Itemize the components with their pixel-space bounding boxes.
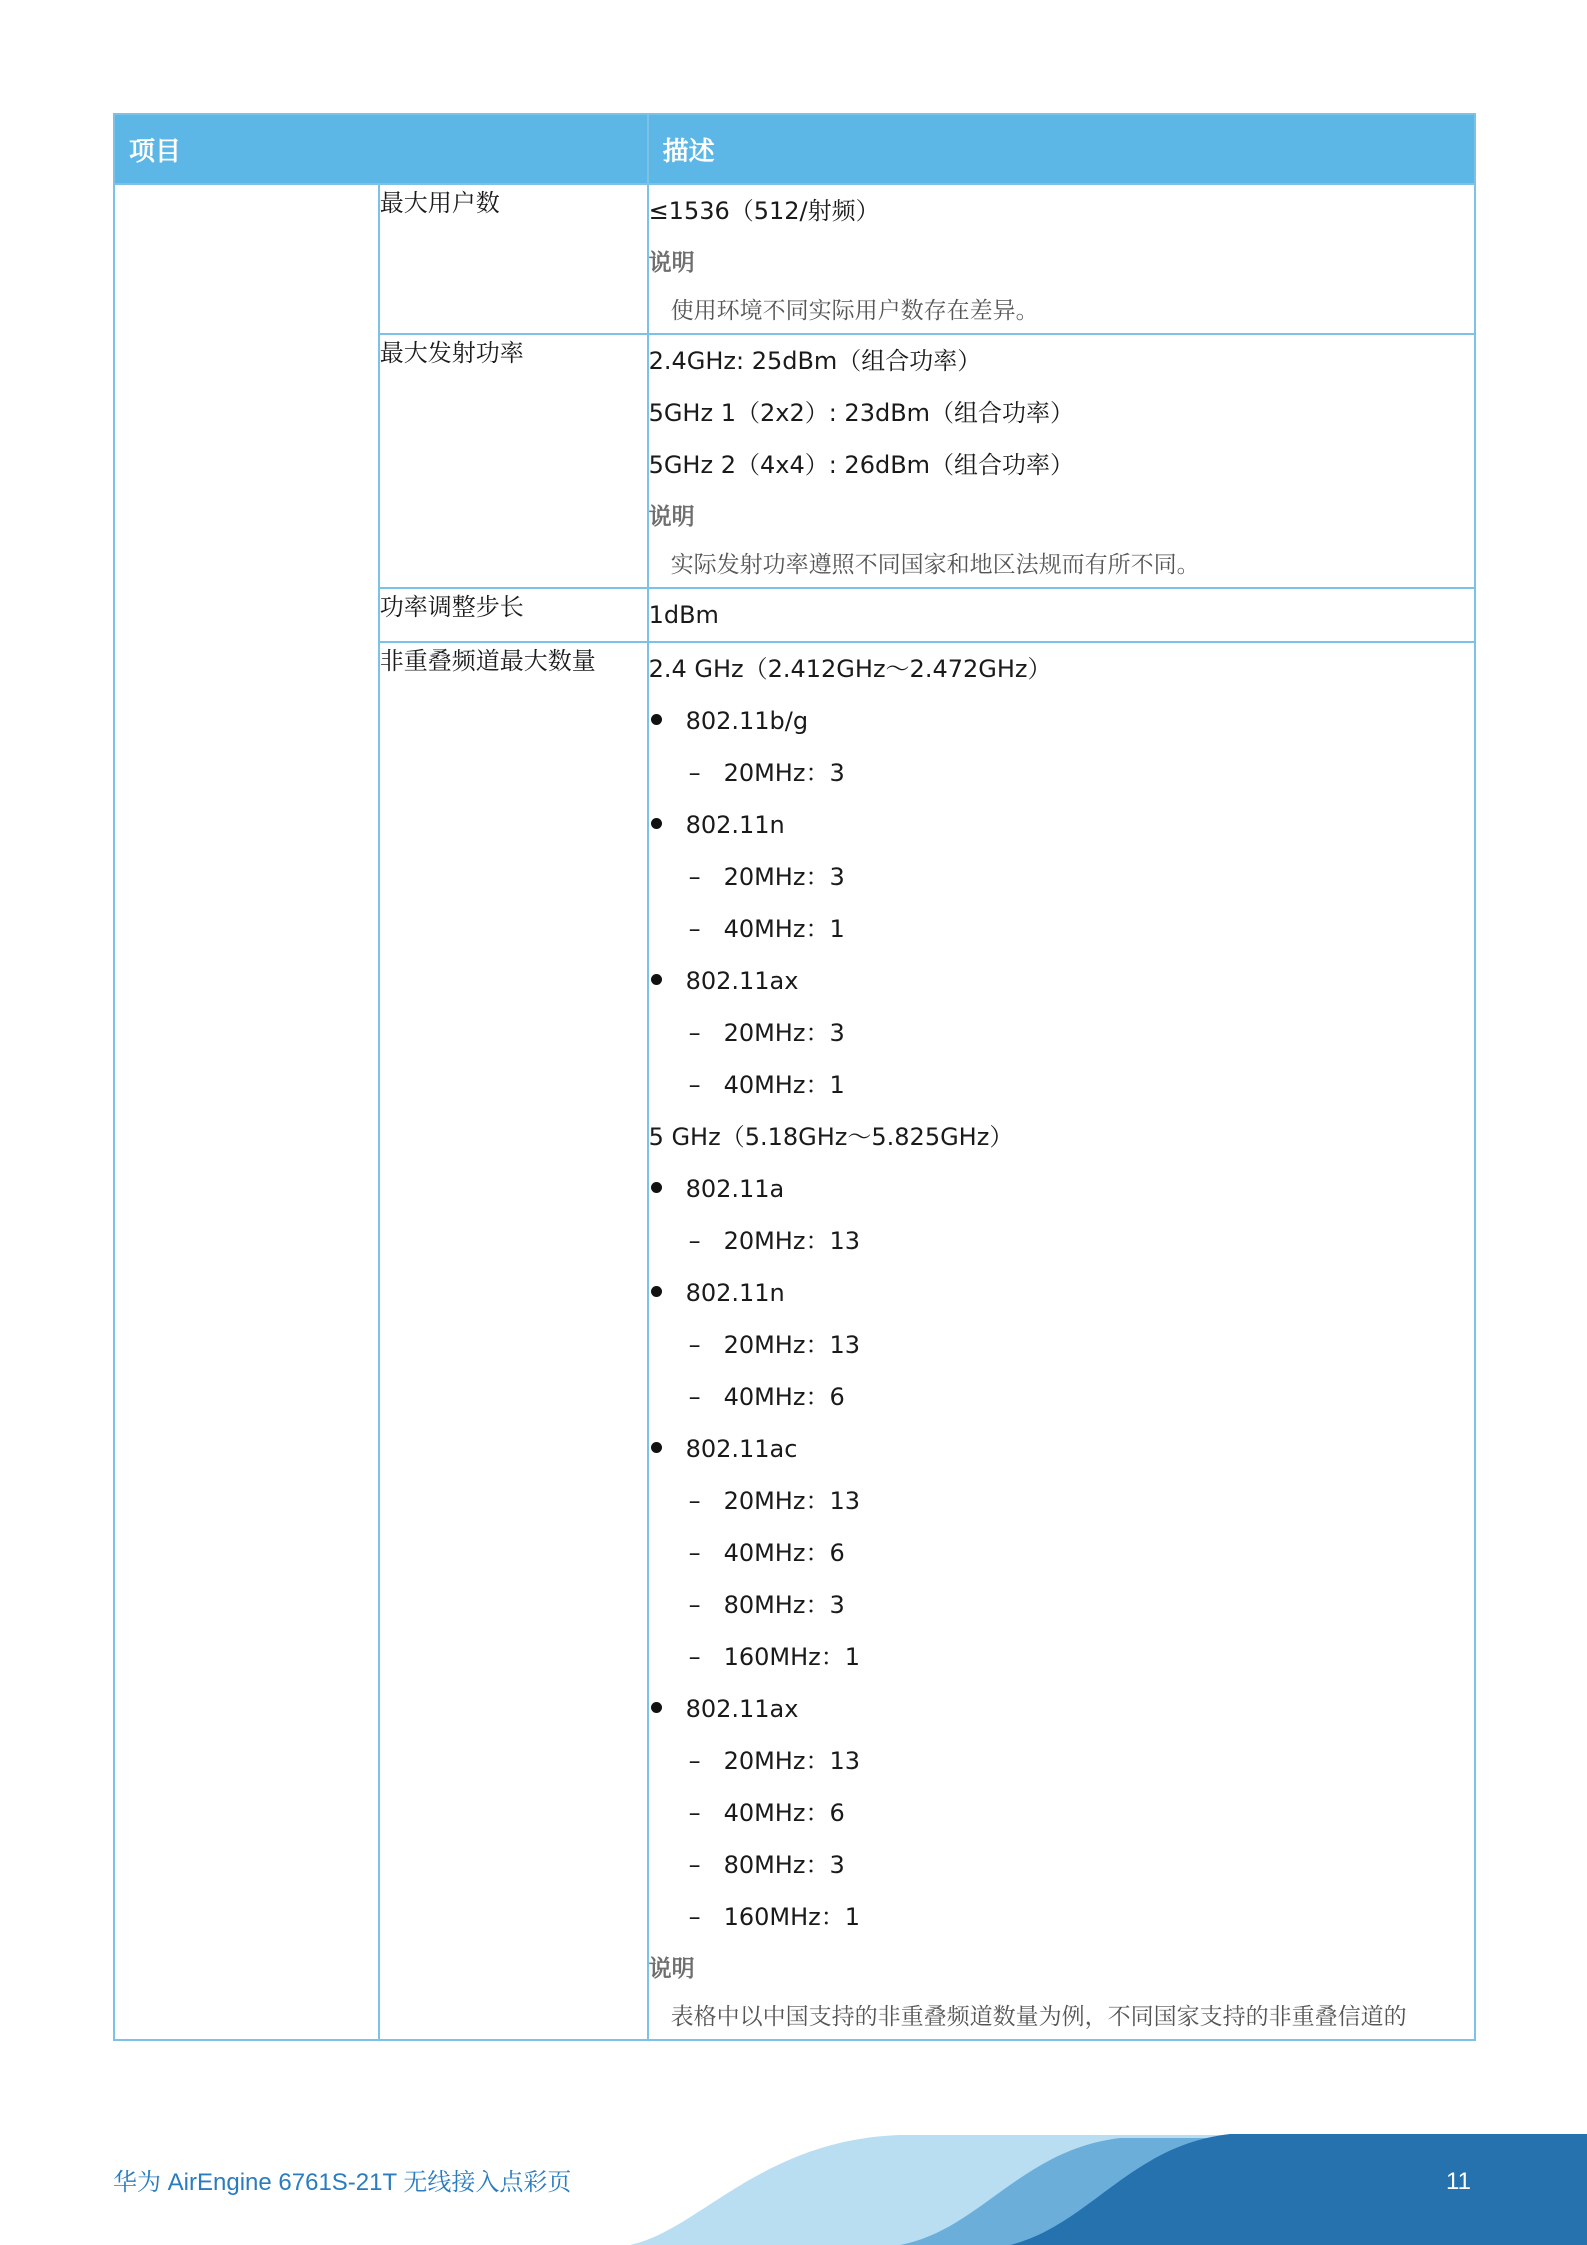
sub-list-item: – 160MHz：1 <box>649 1891 1474 1943</box>
note-text: 实际发射功率遵照不同国家和地区法规而有所不同。 <box>670 552 1200 578</box>
list-item: 802.11a <box>649 1163 1474 1215</box>
list-item: 802.11n <box>649 799 1474 851</box>
list-item: 802.11ax <box>649 1683 1474 1735</box>
dash-icon: – <box>688 1591 701 1619</box>
dash-icon: – <box>688 1539 701 1567</box>
sub-list-item: – 80MHz：3 <box>649 1579 1474 1631</box>
dash-icon: – <box>688 915 701 943</box>
table-header-row <box>114 114 1475 184</box>
dash-icon: – <box>688 1383 701 1411</box>
sub-list-item: – 20MHz：13 <box>649 1735 1474 1787</box>
header-description: 描述 <box>648 114 1475 184</box>
band-title-24ghz: 2.4 GHz（2.412GHz～2.472GHz） <box>648 655 1052 683</box>
sub-list-item: – 20MHz：13 <box>649 1319 1474 1371</box>
list-item: 802.11b/g <box>649 695 1474 747</box>
sub-list-item: – 40MHz：6 <box>649 1371 1474 1423</box>
note-text: 表格中以中国支持的非重叠频道数量为例，不同国家支持的非重叠信道的 <box>670 2004 1407 2030</box>
dash-icon: – <box>688 1331 701 1359</box>
dash-icon: – <box>688 1851 701 1879</box>
footer-title: 华为 AirEngine 6761S-21T 无线接入点彩页 <box>113 2169 572 2196</box>
bullet-icon <box>651 714 662 725</box>
param-non-overlap-channels: 非重叠频道最大数量 <box>379 642 648 2040</box>
desc-power-step <box>648 588 1475 642</box>
list-item: 802.11ac <box>649 1423 1474 1475</box>
dash-icon: – <box>688 1227 701 1255</box>
desc-line: 2.4GHz: 25dBm（组合功率） <box>648 347 982 375</box>
category-cell <box>114 184 379 2040</box>
band-title-5ghz: 5 GHz（5.18GHz～5.825GHz） <box>648 1123 1014 1151</box>
param-max-users: 最大用户数 <box>379 184 648 334</box>
dash-icon: – <box>688 759 701 787</box>
dash-icon: – <box>688 1799 701 1827</box>
bullet-icon <box>651 818 662 829</box>
note-title: 说明 <box>648 250 695 276</box>
bullet-icon <box>651 1702 662 1713</box>
list-item: 802.11n <box>649 1267 1474 1319</box>
param-max-tx-power: 最大发射功率 <box>379 334 648 588</box>
note-title: 说明 <box>648 504 695 530</box>
desc-line: ≤1536（512/射频） <box>648 197 880 225</box>
sub-list-item: – 160MHz：1 <box>649 1631 1474 1683</box>
page-number: 11 <box>1446 2168 1471 2195</box>
sub-list-item: – 40MHz：6 <box>649 1787 1474 1839</box>
bullet-icon <box>651 974 662 985</box>
sub-list-item: – 20MHz：3 <box>649 851 1474 903</box>
sub-list-item: – 40MHz：6 <box>649 1527 1474 1579</box>
sub-list-item: – 40MHz：1 <box>649 1059 1474 1111</box>
desc-max-tx-power <box>648 334 1475 588</box>
dash-icon: – <box>688 1019 701 1047</box>
dash-icon: – <box>688 1903 701 1931</box>
dash-icon: – <box>688 1643 701 1671</box>
desc-line: 5GHz 2（4x4）: 26dBm（组合功率） <box>648 451 1075 479</box>
bullet-icon <box>651 1442 662 1453</box>
list-item: 802.11ax <box>649 955 1474 1007</box>
sub-list-item: – 40MHz：1 <box>649 903 1474 955</box>
bullet-icon <box>651 1182 662 1193</box>
desc-max-users <box>648 184 1475 334</box>
sub-list-item: – 20MHz：13 <box>649 1215 1474 1267</box>
spec-table <box>113 113 1476 2041</box>
desc-line: 1dBm <box>648 601 719 629</box>
desc-line: 5GHz 1（2x2）: 23dBm（组合功率） <box>648 399 1075 427</box>
dash-icon: – <box>688 1071 701 1099</box>
bullet-icon <box>651 1286 662 1297</box>
note-text: 使用环境不同实际用户数存在差异。 <box>670 298 1039 324</box>
desc-non-overlap-channels <box>648 642 1475 2040</box>
param-power-step: 功率调整步长 <box>379 588 648 642</box>
sub-list-item: – 20MHz：13 <box>649 1475 1474 1527</box>
dash-icon: – <box>688 863 701 891</box>
dash-icon: – <box>688 1747 701 1775</box>
sub-list-item: – 20MHz：3 <box>649 1007 1474 1059</box>
sub-list-item: – 80MHz：3 <box>649 1839 1474 1891</box>
table-row <box>114 184 1475 334</box>
note-title: 说明 <box>648 1956 695 1982</box>
header-item: 项目 <box>114 114 648 184</box>
sub-list-item: – 20MHz：3 <box>649 747 1474 799</box>
dash-icon: – <box>688 1487 701 1515</box>
